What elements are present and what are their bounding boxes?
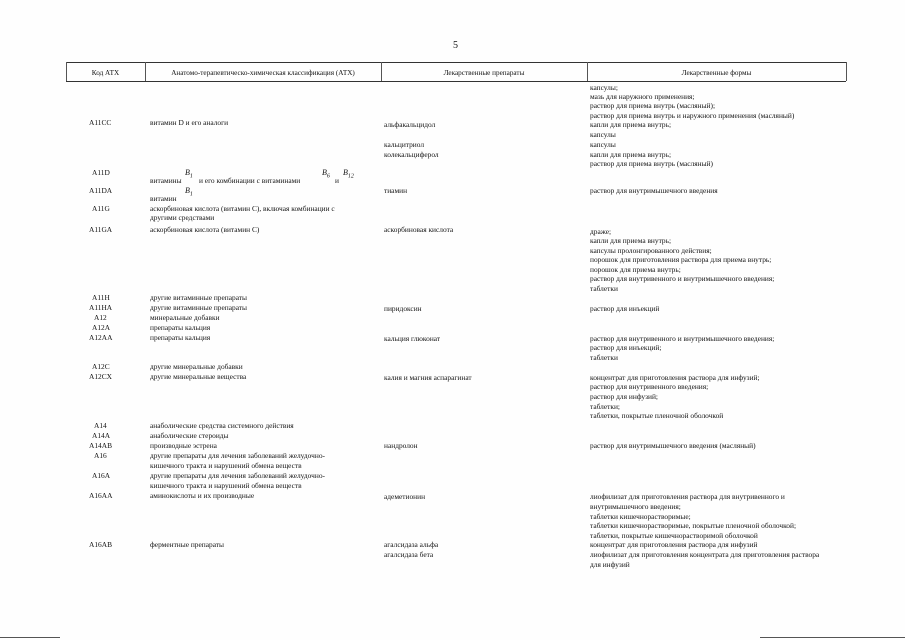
atc-class: другими средствами	[150, 213, 215, 222]
atc-code: A11D	[92, 168, 110, 177]
dosage-form: раствор для приема внутрь (масляный);	[590, 101, 715, 110]
drug-name: агалсидаза бета	[384, 550, 434, 559]
atc-class: препараты кальция	[150, 333, 211, 342]
vitamin-symbol: $B_{12}$	[343, 168, 354, 180]
dosage-form: капли для приема внутрь;	[590, 236, 672, 245]
dosage-form: таблетки;	[590, 402, 620, 411]
atc-code: A11DA	[89, 186, 113, 195]
atc-code: A11H	[92, 293, 110, 302]
atc-code: A14A	[92, 431, 111, 440]
header-drugs: Лекарственные препараты	[443, 69, 525, 77]
atc-code: A16A	[92, 471, 111, 480]
dosage-form: таблетки кишечнорастворимые, покрытые пленочной оболочкой;	[590, 521, 797, 530]
dosage-form: раствор для внутривенного и внутримышечного введения;	[590, 274, 775, 283]
dosage-form: для инфузий	[590, 560, 630, 569]
dosage-form: порошок для приготовления раствора для приема внутрь;	[590, 255, 772, 264]
atc-class: другие минеральные вещества	[150, 372, 247, 381]
atc-code: A11GA	[89, 225, 113, 234]
dosage-form: порошок для приема внутрь;	[590, 265, 681, 274]
atc-code: A16	[94, 451, 107, 460]
atc-class: анаболические стероиды	[150, 431, 229, 440]
dosage-form: таблетки, покрытые кишечнорастворимой оболочкой	[590, 531, 758, 540]
atc-class: препараты кальция	[150, 323, 211, 332]
atc-class: и	[335, 176, 339, 185]
atc-class: другие препараты для лечения заболеваний желудочно-	[150, 471, 326, 480]
dosage-form: таблетки, покрытые пленочной оболочкой	[590, 411, 724, 420]
atc-code: A12C	[92, 362, 110, 371]
dosage-form: капли для приема внутрь;	[590, 120, 672, 129]
drug-name: альфакальцидол	[384, 120, 436, 129]
atc-code: A14	[94, 421, 107, 430]
drug-name: агалсидаза альфа	[384, 540, 439, 549]
drug-name: колекальциферол	[384, 150, 439, 159]
drug-name: нандролон	[384, 441, 418, 450]
header-class: Анатомо-терапевтическо-химическая классификация (АТХ)	[171, 69, 355, 77]
scan-edge-mark	[760, 637, 905, 638]
atc-class: производные эстрена	[150, 441, 217, 450]
dosage-form: внутримышечного введения;	[590, 502, 681, 511]
dosage-form: мазь для наружного применения;	[590, 92, 695, 101]
atc-class: аминокислоты и их производные	[150, 491, 255, 500]
drug-name: пиридоксин	[384, 304, 422, 313]
atc-code: A12CX	[89, 372, 112, 381]
drug-name: тиамин	[384, 186, 408, 195]
table-header-bottom-border	[66, 81, 846, 82]
atc-code: A11CC	[89, 118, 112, 127]
vitamin-symbol: $B_1$	[185, 168, 193, 180]
page-number: 5	[453, 40, 458, 51]
header-forms: Лекарственные формы	[681, 69, 752, 77]
header-code: Код АТХ	[91, 69, 120, 77]
table-right-border	[846, 62, 847, 81]
dosage-form: лиофилизат для приготовления раствора для внутривенного и	[590, 492, 785, 501]
dosage-form: концентрат для приготовления раствора для инфузий;	[590, 373, 760, 382]
dosage-form: раствор для внутривенного и внутримышечного введения;	[590, 334, 775, 343]
scan-edge-mark	[0, 637, 60, 638]
atc-code: A14AB	[89, 441, 112, 450]
atc-class: кишечного тракта и нарушений обмена веществ	[150, 461, 302, 470]
drug-name: адеметионин	[384, 492, 426, 501]
drug-name: аскорбиновая кислота	[384, 225, 454, 234]
atc-class: аскорбиновая кислота (витамин С)	[150, 225, 260, 234]
atc-class: аскорбиновая кислота (витамин С), включая комбинации с	[150, 204, 335, 213]
atc-class: и его комбинации с витаминами	[199, 176, 301, 185]
atc-code: A11HA	[89, 303, 113, 312]
atc-class: ферментные препараты	[150, 540, 224, 549]
atc-class: витамины	[150, 176, 182, 185]
drug-name: кальцитриол	[384, 140, 425, 149]
atc-class: другие витаминные препараты	[150, 293, 247, 302]
dosage-form: раствор для внутримышечного введения (масляный)	[590, 441, 756, 450]
atc-class: анаболические средства системного действия	[150, 421, 294, 430]
dosage-form: раствор для приема внутрь и наружного применения (масляный)	[590, 111, 795, 120]
dosage-form: таблетки	[590, 353, 618, 362]
dosage-form: капсулы	[590, 140, 616, 149]
dosage-form: концентрат для приготовления раствора для инфузий	[590, 540, 758, 549]
atc-code: A12A	[92, 323, 111, 332]
dosage-form: раствор для внутримышечного введения	[590, 186, 718, 195]
dosage-form: капсулы пролонгированного действия;	[590, 246, 712, 255]
atc-class: кишечного тракта и нарушений обмена веществ	[150, 481, 302, 490]
atc-class: витамин D и его аналоги	[150, 118, 229, 127]
dosage-form: раствор для инъекций;	[590, 343, 662, 352]
drug-name: кальция глюконат	[384, 334, 441, 343]
atc-class: витамин	[150, 194, 177, 203]
dosage-form: драже;	[590, 227, 612, 236]
atc-code: A16AB	[89, 540, 112, 549]
dosage-form: раствор для приема внутрь (масляный)	[590, 159, 713, 168]
atc-class: другие минеральные добавки	[150, 362, 243, 371]
dosage-form: таблетки	[590, 284, 618, 293]
atc-class: минеральные добавки	[150, 313, 220, 322]
table-top-border	[66, 62, 846, 63]
dosage-form: раствор для внутривенного введения;	[590, 382, 709, 391]
vitamin-symbol: $B_1$	[185, 186, 193, 198]
atc-code: A12AA	[89, 333, 113, 342]
dosage-form: таблетки кишечнорастворимые;	[590, 512, 691, 521]
dosage-form: раствор для инфузий;	[590, 392, 658, 401]
atc-code: A12	[94, 313, 107, 322]
vitamin-symbol: $B_6$	[322, 168, 330, 180]
drug-name: калия и магния аспарагинат	[384, 373, 472, 382]
dosage-form: лиофилизат для приготовления концентрата для приготовления раствора	[590, 550, 820, 559]
atc-code: A11G	[92, 204, 110, 213]
dosage-form: раствор для инъекций	[590, 304, 660, 313]
dosage-form: капсулы;	[590, 83, 618, 92]
dosage-form: капли для приема внутрь;	[590, 150, 672, 159]
atc-class: другие витаминные препараты	[150, 303, 247, 312]
atc-code: A16AA	[89, 491, 113, 500]
dosage-form: капсулы	[590, 130, 616, 139]
atc-class: другие препараты для лечения заболеваний желудочно-	[150, 451, 326, 460]
